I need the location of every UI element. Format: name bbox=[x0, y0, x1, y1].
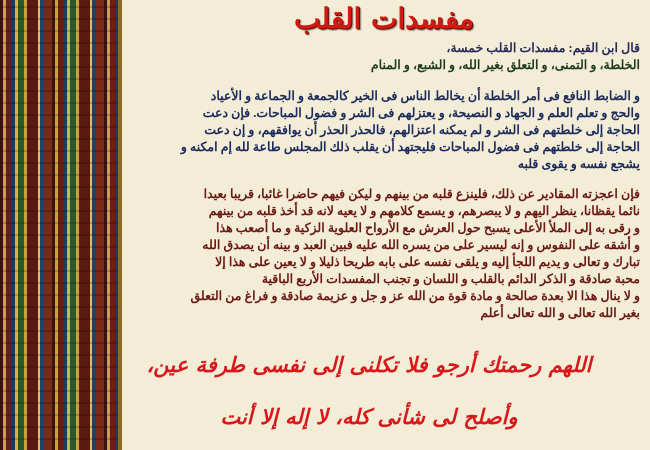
intro-paragraph bbox=[124, 40, 640, 74]
prayer-line-2: وأصلح لى شأنى كله، لا إله إلا أنت bbox=[220, 404, 518, 429]
conclusion-line: تبارك و تعالى و يديم اللجأ إليه و يلقى نفسه على بابه طريحا ذليلا و لا يعين على هذا إلا bbox=[215, 255, 640, 269]
article bbox=[124, 0, 644, 450]
rule-paragraph bbox=[124, 88, 640, 173]
intro-line: قال ابن القيم: مفسدات القلب خمسة، bbox=[446, 41, 640, 55]
border-divider bbox=[118, 0, 122, 450]
conclusion-line: بغير الله تعالى و الله تعالى أعلم bbox=[480, 306, 640, 320]
rule-line: و الضابط النافع فى أمر الخلطة أن يخالط الناس فى الخير كالجمعة و الجماعة و الأعياد bbox=[210, 89, 640, 103]
prayer-line-1: اللهم رحمتك أرجو فلا تكلنى إلى نفسى طرفة عين، bbox=[146, 352, 592, 377]
page-title: مفسدات القلب bbox=[294, 2, 474, 35]
intro-list-line: الخلطة، و التمنى، و التعلق بغير الله، و الشبع، و المنام bbox=[370, 58, 640, 72]
rule-line: والحج و تعلم العلم و الجهاد و النصيحة، و يعتزلهم فى الشر و فضول المباحات. فإن دعت bbox=[202, 106, 640, 120]
conclusion-line: فإن اعجزته المقادير عن ذلك، فلينزع قلبه من بينهم و ليكن فيهم حاضرا غائبا، قريبا بعيدا bbox=[203, 187, 640, 201]
rule-line: يشجع نفسه و يقوى قلبه bbox=[517, 157, 640, 171]
conclusion-line: و لا ينال هذا الا بعدة صالحة و مادة قوة من الله عز و جل و عزيمة صادقة و فراغ من التعلق bbox=[190, 289, 640, 303]
conclusion-line: نائما يقظانا، ينظر اليهم و لا يبصرهم، و يسمع كلامهم و لا يعيه لانه قد أخذ قلبه من بينهم bbox=[208, 204, 640, 218]
conclusion-line: و رقى به إلى الملأ الأعلى يسبح حول العرش مع الأرواح العلوية الزكية و ما أصعب هذا bbox=[216, 221, 640, 235]
conclusion-line: محبة صادقة و الذكر الدائم بالقلب و اللسان و تجنب المفسدات الأربع الباقية bbox=[261, 272, 640, 286]
decorative-textile-border bbox=[0, 0, 118, 450]
rule-line: الحاجة إلى خلطتهم فى الشر و لم يمكنه اعتزالهم، فالحذر الحذر أن يوافقهم، و إن دعت bbox=[204, 123, 640, 137]
conclusion-line: و أشقه على النفوس و إنه ليسير على من يسره الله عليه فبين العبد و بينه أن يصدق الله bbox=[202, 238, 640, 252]
rule-line: الحاجة إلى خلطتهم فى فضول المباحات فليجتهد أن يقلب ذلك المجلس طاعة لله إم امكنه و bbox=[180, 140, 640, 154]
conclusion-paragraph bbox=[124, 186, 640, 322]
